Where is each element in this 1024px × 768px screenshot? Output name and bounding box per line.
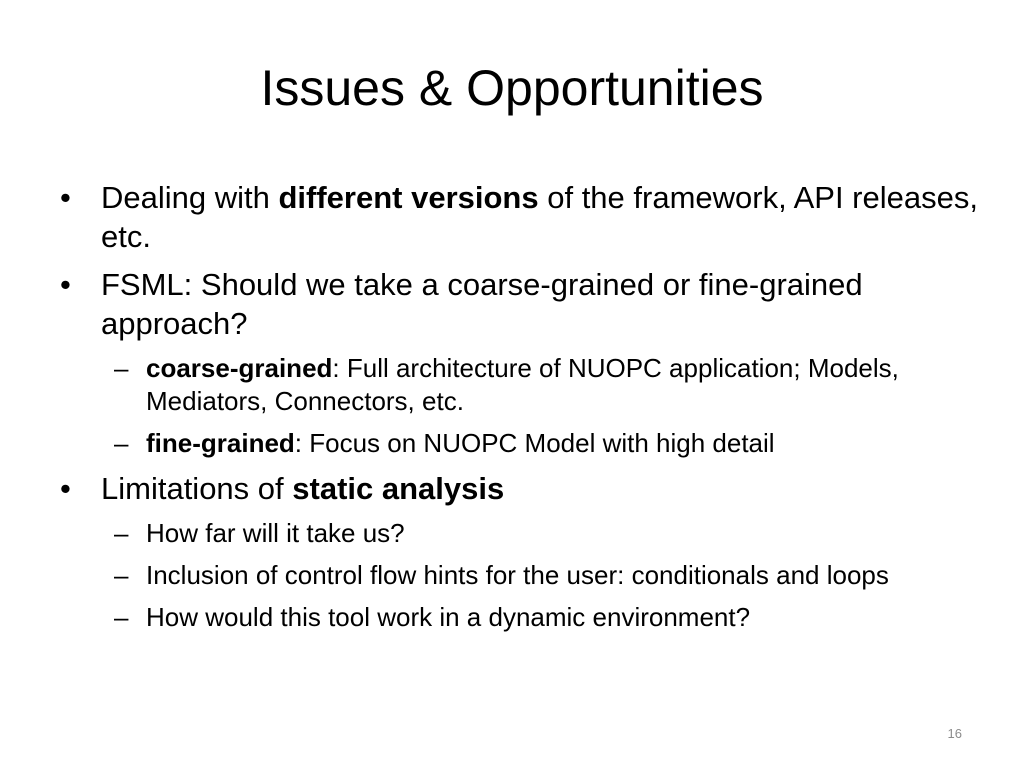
bullet-text-bold: static analysis	[292, 471, 505, 506]
bullet-icon: •	[60, 267, 71, 302]
sub-bullet-item	[60, 352, 990, 418]
sub-bullet-text: : Full architecture of NUOPC application; Models, Mediators, Connectors, etc.	[146, 353, 899, 416]
sub-bullet-text: Inclusion of control flow hints for the user: conditionals and loops	[146, 560, 889, 590]
dash-icon: –	[114, 518, 129, 548]
sub-bullet-item	[60, 559, 990, 592]
bullet-text-bold: different versions	[278, 180, 539, 215]
slide-content	[60, 178, 990, 643]
bullet-icon: •	[60, 180, 71, 215]
sub-bullet-text: How far will it take us?	[146, 518, 405, 548]
dash-icon: –	[114, 560, 129, 590]
bullet-item	[60, 265, 990, 343]
bullet-item	[60, 178, 990, 256]
slide-title: Issues & Opportunities	[260, 60, 764, 116]
sub-bullet-item	[60, 517, 990, 550]
bullet-text: FSML: Should we take a coarse-grained or fine-grained approach?	[101, 267, 863, 341]
bullet-text-post: of the framework, API releases, etc.	[101, 180, 978, 254]
bullet-icon: •	[60, 471, 71, 506]
sub-bullet-bold: fine-grained	[146, 428, 295, 458]
dash-icon: –	[114, 428, 129, 458]
dash-icon: –	[114, 602, 129, 632]
sub-bullet-text: How would this tool work in a dynamic environment?	[146, 602, 751, 632]
dash-icon: –	[114, 353, 129, 383]
sub-bullet-text: : Focus on NUOPC Model with high detail	[294, 428, 775, 458]
sub-bullet-bold: coarse-grained	[146, 353, 333, 383]
page-number: 16	[947, 726, 962, 741]
bullet-text-pre: Dealing with	[101, 180, 279, 215]
bullet-text-pre: Limitations of	[101, 471, 293, 506]
sub-bullet-item	[60, 601, 990, 634]
sub-bullet-item	[60, 427, 990, 460]
bullet-item	[60, 469, 990, 508]
